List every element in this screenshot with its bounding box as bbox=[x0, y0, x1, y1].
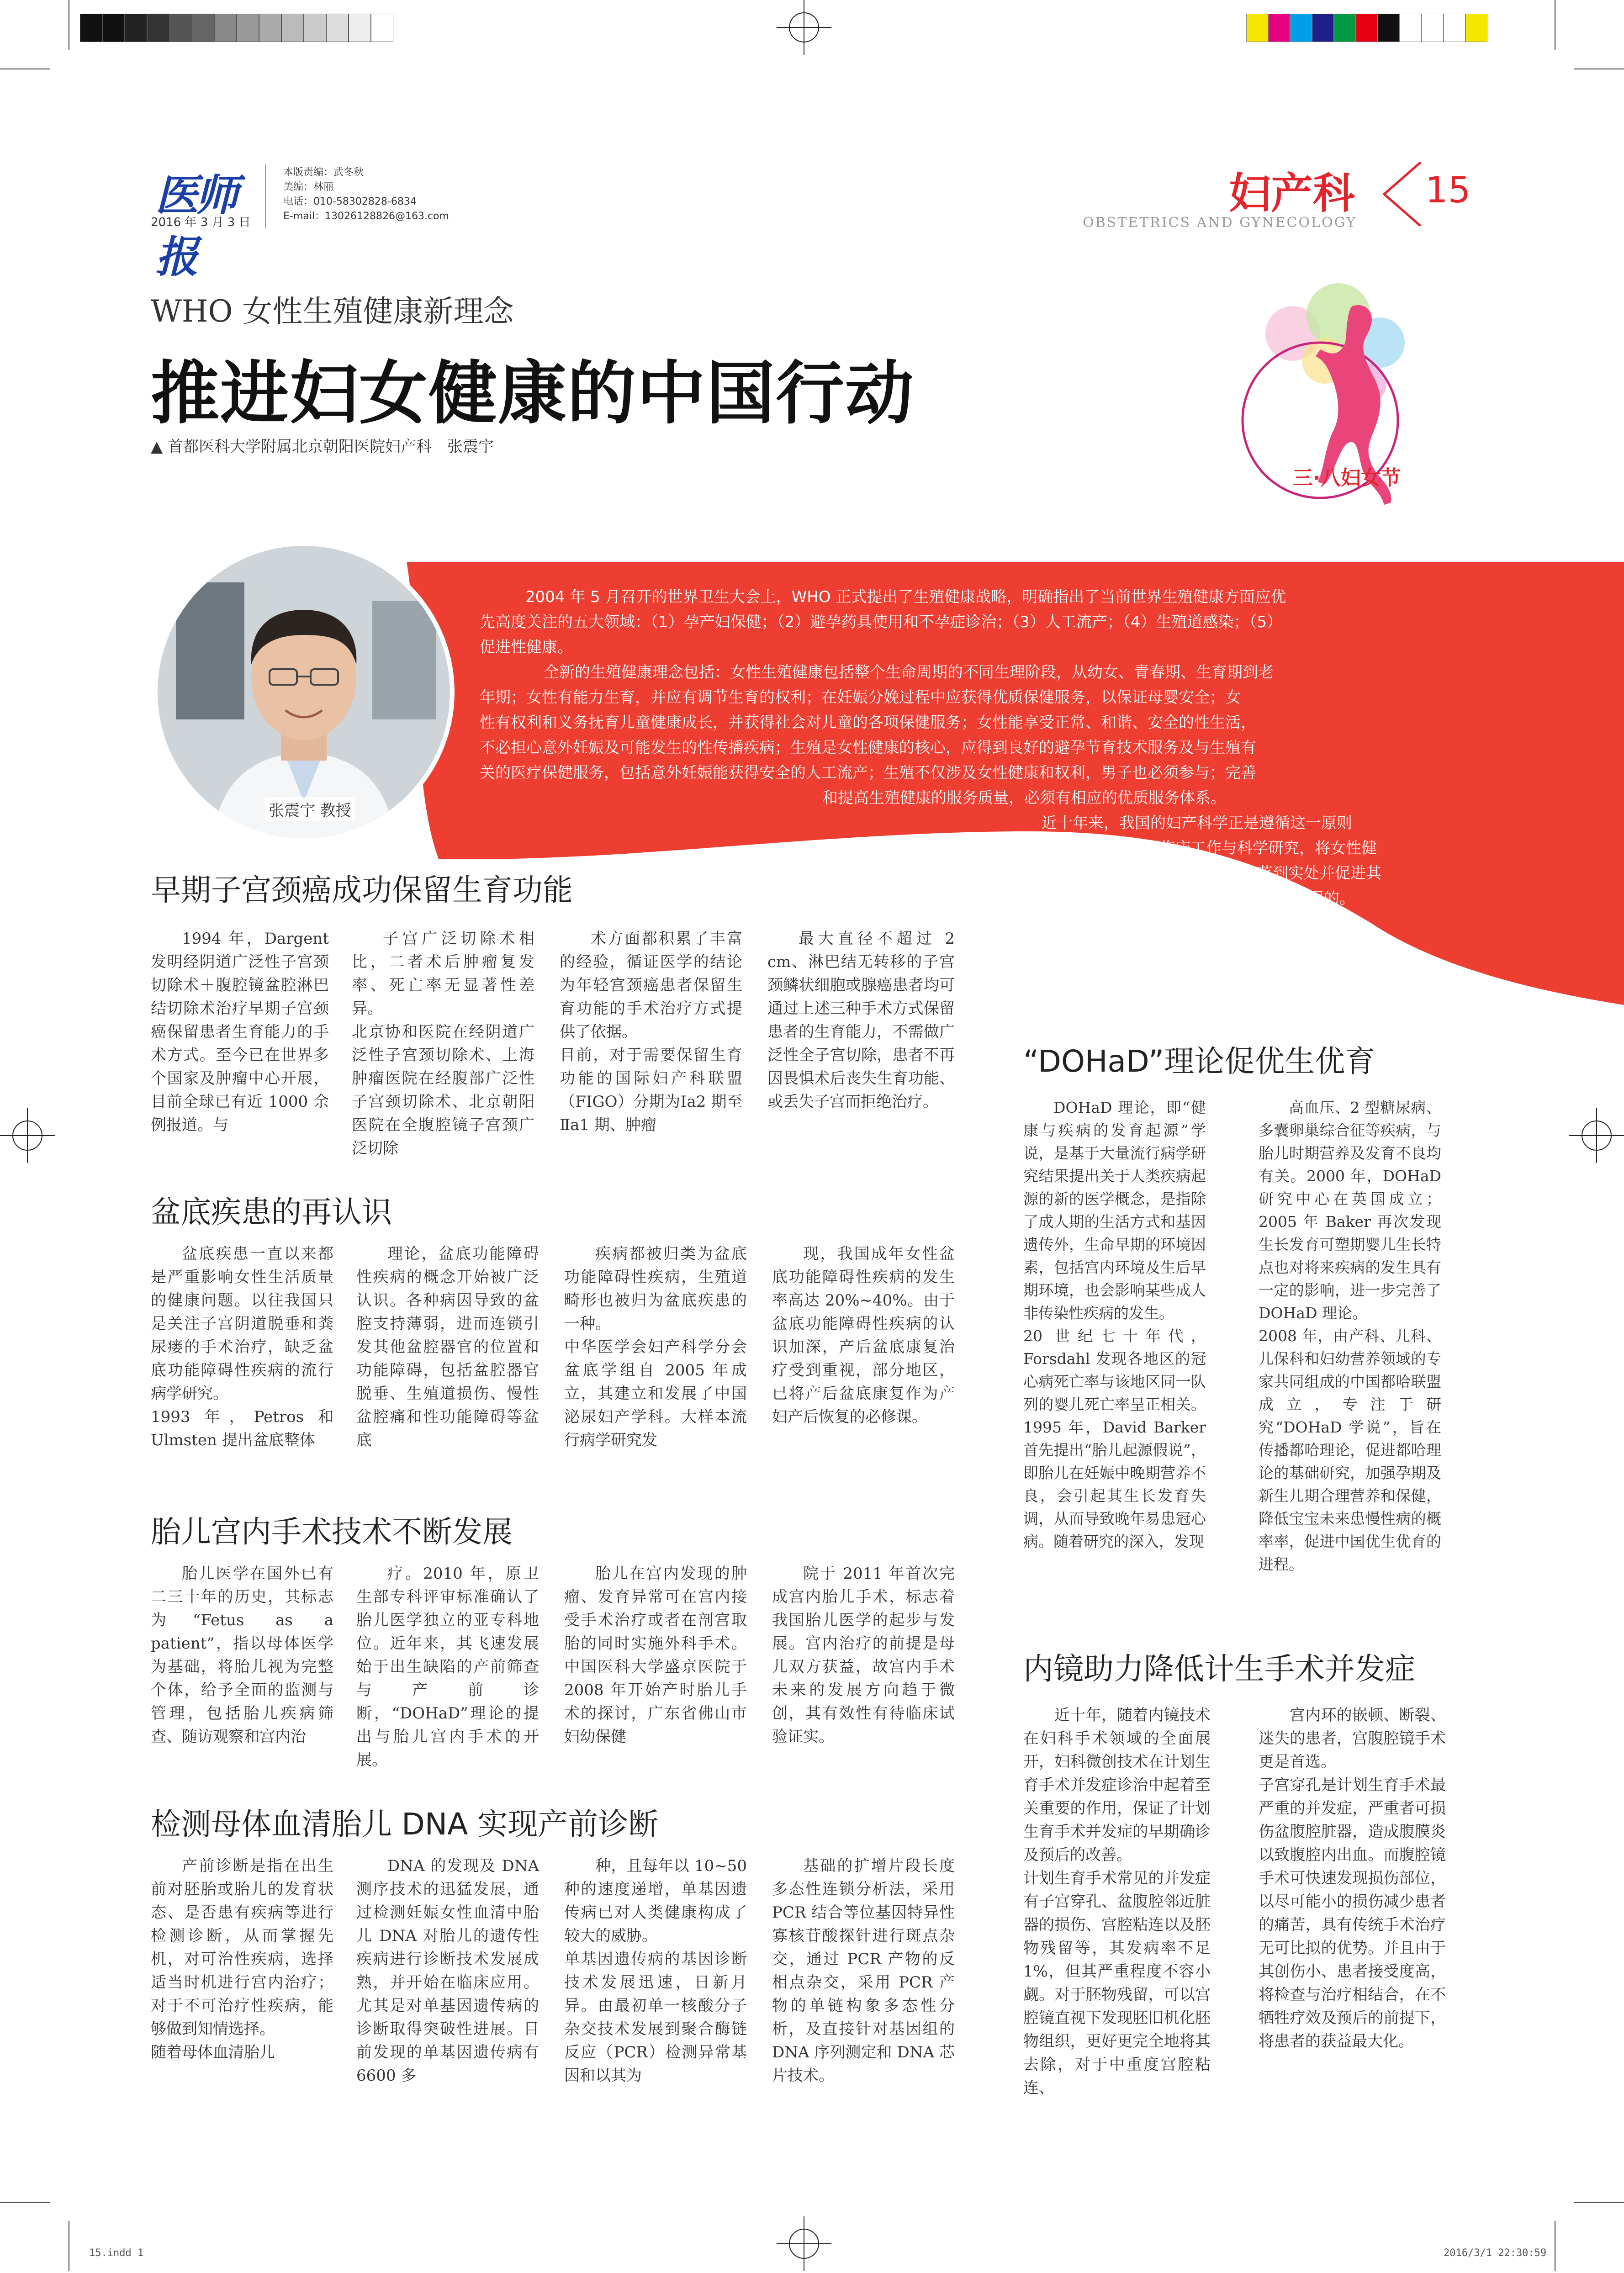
issue-date: 2016 年 3 月 3 日 bbox=[151, 216, 251, 229]
banner-line: 促进性健康。 bbox=[480, 638, 573, 656]
section4-column bbox=[564, 1855, 747, 2088]
section4-column bbox=[772, 1855, 955, 2088]
paragraph: 疗。2010 年，原卫生部专科评审标准确认了胎儿医学独立的亚专科地位。近年来，其飞速发展始于出生缺陷的产前筛查与产前诊断，“DOHaD”理论的提出与胎儿宫内手术的开展。 bbox=[356, 1565, 539, 1769]
section2-column bbox=[356, 1242, 539, 1452]
section1-column bbox=[151, 927, 329, 1137]
credit-line: 本版责编：武冬秋 bbox=[283, 167, 364, 178]
newspaper-logo: 医师报 bbox=[155, 170, 236, 282]
paragraph: 现，我国成年女性盆底功能障碍性疾病的发生率高达 20%~40%。由于盆底功能障碍性疾病的认识加深，产后盆底康复治疗受到重视，部分地区，已将产后盆底康复作为产妇产后恢复的必修课。 bbox=[772, 1245, 955, 1426]
section1-column bbox=[560, 927, 742, 1137]
paragraph: 最大直径不超过 2 cm、淋巴结无转移的子宫颈鳞状细胞或腺癌患者均可通过上述三种手术方式保留患者的生育能力，不需做广泛性全子宫切除，患者不再因畏惧术后丧失生育功能、或丢失子宫而拒绝治疗。 bbox=[767, 930, 955, 1111]
crop-mark bbox=[0, 2202, 50, 2203]
banner-line: 2004 年 5 月召开的世界卫生大会上，WHO 正式提出了生殖健康战略，明确指出了当前世界生殖健康方面应优 bbox=[525, 588, 1286, 606]
section3-column bbox=[356, 1562, 539, 1772]
section4-column bbox=[151, 1855, 333, 2064]
banner-line: 性有权利和义务抚育儿童健康成长，并获得社会对儿童的各项保健服务；女性能享受正常、和谐、安全的性生活， bbox=[480, 714, 1256, 732]
section2-column bbox=[564, 1242, 747, 1452]
section3-column bbox=[564, 1562, 747, 1749]
paragraph: 疾病都被归类为盆底功能障碍性疾病，生殖道畸形也被归为盆底疾患的一种。 中华医学会妇产科学分会盆底学组自 2005 年成立，其建立和发展了中国泌尿妇产学科。大样本流行病学研究发 bbox=[564, 1245, 747, 1449]
paragraph: 胎儿医学在国外已有二三十年的历史，其标志为“Fetus as a patient”，指以母体医学为基础，将胎儿视为完整个体，给予全面的监测与管理，包括胎儿疾病筛查、随访观察和宫内治 bbox=[151, 1565, 333, 1746]
section5-column bbox=[1023, 1096, 1206, 1553]
section-heading-endoscopy: 内镜助力降低计生手术并发症 bbox=[1023, 1651, 1415, 1686]
registration-mark-left bbox=[0, 1108, 55, 1163]
paragraph: 术方面都积累了丰富的经验，循证医学的结论为年轻宫颈癌患者保留生育功能的手术治疗方式提供了依据。 目前，对于需要保留生育功能的国际妇产科联盟（FIGO）分期为Ⅰa2 期至Ⅱa1 期、肿瘤 bbox=[560, 930, 742, 1134]
section-heading-fetal-dna: 检测母体血清胎儿 DNA 实现产前诊断 bbox=[151, 1807, 659, 1842]
section4-column bbox=[356, 1855, 539, 2088]
section1-column bbox=[767, 927, 955, 1114]
footer-timestamp: 2016/3/1 22:30:59 bbox=[1444, 2247, 1547, 2259]
banner-line: 关的医疗保健服务，包括意外妊娠能获得安全的人工流产；生殖不仅涉及女性健康和权利，男子也必须参与；完善 bbox=[480, 764, 1256, 782]
banner-line: 发展的。 bbox=[1293, 889, 1355, 908]
section3-column bbox=[772, 1562, 955, 1749]
section-heading-dohad: “DOHaD”理论促优生优育 bbox=[1023, 1044, 1375, 1079]
paragraph: 院于 2011 年首次完成宫内胎儿手术，标志着我国胎儿医学的起步与发展。宫内治疗的前提是母儿双方获益，故宫内手术未来的发展方向趋于微创，其有效性有待临床试验证实。 bbox=[772, 1565, 955, 1746]
grayscale-calibration-bar bbox=[80, 14, 393, 42]
paragraph: 基础的扩增片段长度多态性连锁分析法，采用 PCR 结合等位基因特异性寡核苷酸探针进行斑点杂交，通过 PCR 产物的反相点杂交，采用 PCR 产物的单链构象多态性分析，及直接针对基因组的 DNA 序列测定和 DNA 芯片技术。 bbox=[772, 1857, 955, 2085]
article-kicker: WHO 女性生殖健康新理念 bbox=[151, 294, 514, 329]
banner-line: 康事业落到实处并促进其 bbox=[1211, 864, 1381, 883]
section-title: 妇产科 bbox=[1229, 169, 1355, 218]
section6-column bbox=[1023, 1704, 1211, 2100]
section-heading-early-cervical-cancer: 早期子宫颈癌成功保留生育功能 bbox=[151, 872, 573, 908]
section-title-english: OBSTETRICS AND GYNECOLOGY bbox=[1083, 215, 1357, 231]
paragraph: 产前诊断是指在出生前对胚胎或胎儿的发育状态、是否患有疾病等进行检测诊断，从而掌握先机，对可治性疾病，选择适当时机进行宫内治疗；对于不可治疗性疾病，能够做到知情选择。 随着母体血清胎儿 bbox=[151, 1857, 333, 2062]
section-heading-fetal-surgery: 胎儿宫内手术技术不断发展 bbox=[151, 1514, 513, 1549]
crop-mark bbox=[1574, 2202, 1624, 2203]
banner-line: 开展临床工作与科学研究，将女性健 bbox=[1128, 839, 1377, 857]
masthead-divider bbox=[265, 164, 266, 228]
article-headline: 推进妇女健康的中国行动 bbox=[151, 354, 915, 433]
paragraph: 子宫广泛切除术相比，二者术后肿瘤复发率、死亡率无显著性差异。 北京协和医院在经阴道广泛性子宫颈切除术、上海肿瘤医院在经腹部广泛性子宫颈切除术、北京朝阳医院在全腹腔镜子宫颈广泛切除 bbox=[352, 930, 534, 1158]
banner-line: 近十年来，我国的妇产科学正是遵循这一原则 bbox=[1042, 814, 1352, 832]
section-heading-pelvic-floor: 盆底疾患的再认识 bbox=[151, 1195, 392, 1230]
section2-column bbox=[151, 1242, 333, 1452]
paragraph: 高血压、2 型糖尿病、多囊卵巢综合征等疾病，与胎儿时期营养及发育不良均有关。2000 年，DOHaD 研究中心在英国成立；2005 年 Baker 再次发现生长发育可塑期婴儿生长特点也对将来疾病的发生具有一定的影响，进一步完善了 DOHaD 理论。 2008 年，由产科、儿科、儿保科和妇幼营养领域的专家共同组成的中国都哈联盟成立，专注于研究“DOHaD 学说”，旨在传播都哈理论，促进都哈理论的基础研究，加强孕期及新生儿期合理营养和保健，降低宝宝未来患慢性病的概率率，促进中国优生优育的进程。 bbox=[1259, 1099, 1441, 1573]
credit-line: E-mail：13026128826@163.com bbox=[283, 211, 449, 222]
paragraph: 1994 年，Dargent 发明经阴道广泛性子宫颈切除术＋腹腔镜盆腔淋巴结切除术治疗早期子宫颈癌保留患者生育能力的手术方式。至今已在世界多个国家及肿瘤中心开展，目前全球已有近 1000 余例报道。与 bbox=[151, 930, 329, 1134]
womens-day-label: 三·八妇女节 bbox=[1293, 466, 1401, 490]
registration-mark-right bbox=[1569, 1108, 1624, 1163]
registration-mark-bottom bbox=[777, 2216, 831, 2271]
paragraph: 理论，盆底功能障碍性疾病的概念开始被广泛认识。各种病因导致的盆腔支持薄弱，进而连锁引发其他盆腔器官的位置和功能障碍，包括盆腔器官脱垂、生殖道损伤、慢性盆腔痛和性功能障碍等盆底 bbox=[356, 1245, 539, 1449]
credit-line: 电话：010-58302828-6834 bbox=[283, 196, 417, 207]
banner-intro-text bbox=[480, 585, 1448, 911]
article-byline: ▲ 首都医科大学附属北京朝阳医院妇产科 张震宇 bbox=[151, 438, 494, 456]
paragraph: 宫内环的嵌顿、断裂、迷失的患者，宫腹腔镜手术更是首选。 子宫穿孔是计划生育手术最严重的并发症，严重者可损伤盆腹腔脏器，造成腹膜炎以致腹腔内出血。而腹腔镜手术可快速发现损伤部位，以尽可能小的损伤减少患者的痛苦，具有传统手术治疗无可比拟的优势。并且由于其创伤小、患者接受度高，将检查与治疗相结合，在不牺牲疗效及预后的前提下，将患者的获益最大化。 bbox=[1259, 1706, 1446, 2051]
paragraph: 近十年，随着内镜技术在妇科手术领域的全面展开，妇科微创技术在计划生育手术并发症诊治中起着至关重要的作用，保证了计划生育手术并发症的早期确诊及预后的改善。 计划生育手术常见的并发症有子宫穿孔、盆腹腔邻近脏器的损伤、宫腔粘连以及胚物残留等，其发病率不足 1%，但其严重程度不容小觑。对于胚物残留，可以宫腔镜直视下发现胚旧机化胚物组织，更好更完全地将其去除，对于中重度宫腔粘连、 bbox=[1023, 1706, 1211, 2097]
portrait-caption: 张震宇 教授 bbox=[265, 797, 355, 821]
section1-column bbox=[352, 927, 534, 1160]
paragraph: 盆底疾患一直以来都是严重影响女性生活质量的健康问题。以往我国只是关注子宫阴道脱垂和粪尿瘘的手术治疗，缺乏盆底功能障碍性疾病的流行病学研究。 1993 年，Petros 和 Ulmsten 提出盆底整体 bbox=[151, 1245, 333, 1449]
paragraph: 胎儿在宫内发现的肿瘤、发育异常可在宫内接受手术治疗或者在剖宫取胎的同时实施外科手术。中国医科大学盛京医院于 2008 年开始产时胎儿手术的探讨，广东省佛山市妇幼保健 bbox=[564, 1565, 747, 1746]
color-calibration-bar bbox=[1246, 14, 1487, 42]
paragraph: DOHaD 理论，即“健康与疾病的发育起源”学说，是基于大量流行病学研究结果提出关于人类疾病起源的新的医学概念，是指除了成人期的生活方式和基因遗传外，生命早期的环境因素，包括宫内环境及生后早期环境，也会影响某些成人非传染性疾病的发生。 20 世纪七十年代，Forsdahl 发现各地区的冠心病死亡率与该地区同一队列的婴儿死亡率呈正相关。1995 年，David Barker 首先提出“胎儿起源假说”，即胎儿在妊娠中晚期营养不良，会引起其生长发育失调，从而导致晚年易患冠心病。随着研究的深入，发现 bbox=[1023, 1099, 1206, 1550]
chevron-left-icon bbox=[1375, 162, 1425, 226]
banner-line: 年期；女性有能力生育，并应有调节生育的权利；在妊娠分娩过程中应获得优质保健服务，以保证母婴安全；女 bbox=[480, 688, 1241, 707]
footer-file-label: 15.indd 1 bbox=[89, 2247, 144, 2259]
page-number: 15 bbox=[1425, 170, 1471, 211]
section2-column bbox=[772, 1242, 955, 1429]
editor-credits bbox=[283, 165, 449, 224]
section5-column bbox=[1259, 1096, 1441, 1576]
banner-line: 先高度关注的五大领域：（1）孕产妇保健；（2）避孕药具使用和不孕症诊治；（3）人工流产；（4）生殖道感染；（5） bbox=[480, 613, 1283, 631]
banner-line: 全新的生殖健康理念包括：女性生殖健康包括整个生命周期的不同生理阶段，从幼女、青春期、生育期到老 bbox=[544, 663, 1274, 682]
paragraph: DNA 的发现及 DNA 测序技术的迅猛发展，通过检测妊娠女性血清中胎儿 DNA 对胎儿的遗传性疾病进行诊断技术发展成熟，并开始在临床应用。尤其是对单基因遗传病的诊断取得突破性进展。目前发现的单基因遗传病有 6600 多 bbox=[356, 1857, 539, 2085]
credit-line: 美编：林丽 bbox=[283, 181, 334, 193]
paragraph: 种，且每年以 10~50 种的速度递增，单基因遗传病已对人类健康构成了较大的威胁。 单基因遗传病的基因诊断技术发展迅速，日新月异。由最初单一核酸分子杂交技术发展到聚合酶链反应（PCR）检测异常基因和以其为 bbox=[564, 1857, 747, 2085]
banner-line: 不必担心意外妊娠及可能发生的性传播疾病；生殖是女性健康的核心，应得到良好的避孕节育技术服务及与生殖有 bbox=[480, 739, 1256, 757]
section6-column bbox=[1259, 1704, 1446, 2053]
registration-mark-top bbox=[777, 0, 831, 55]
section3-column bbox=[151, 1562, 333, 1749]
banner-line: 和提高生殖健康的服务质量，必须有相应的优质服务体系。 bbox=[822, 789, 1226, 807]
